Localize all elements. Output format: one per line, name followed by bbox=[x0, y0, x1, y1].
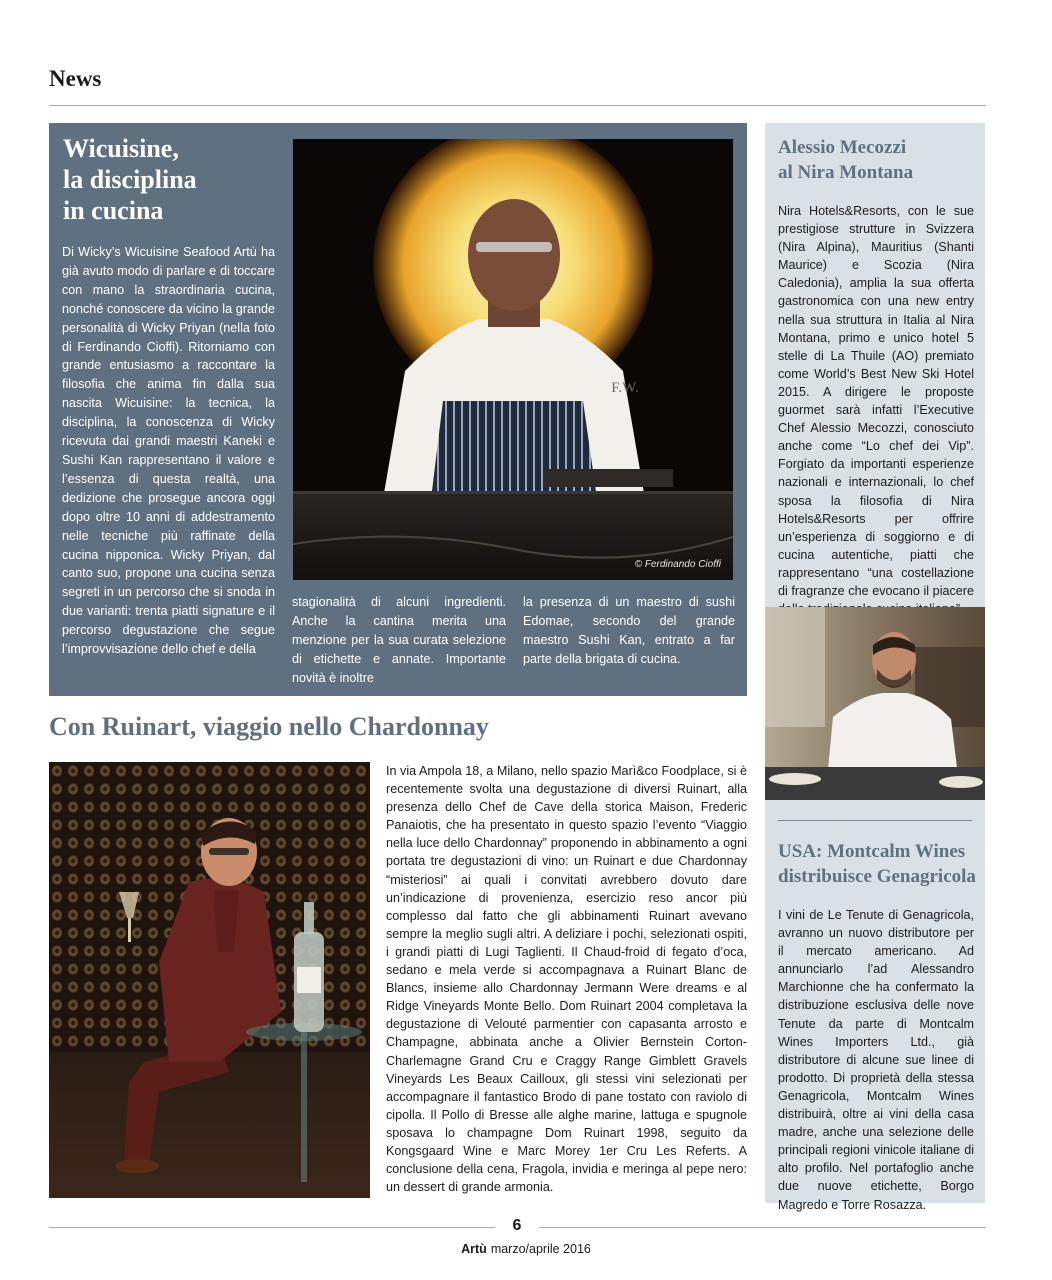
ruinart-article-body: In via Ampola 18, a Milano, nello spazio Marì&co Foodplace, si è recentemente svolta una degustazione di diversi Ruinart, alla presenza dello Chef de Cave della storica Maison, Frederic Panaiotis, che ha presentato in questo spazio l’evento “Viaggio nella luce dello Chardonnay” proponendo in abbinamento a ogni portata tre degustazioni di vino: un Ruinart e due Chardonnay “misteriosi” ai quali i convitati avrebbero dovuto dare un’indicazione di provenienza, esercizio reso ancor più complesso dal fatto che gli abbinamenti Ruinart avevano sempre la meglio sugli altri. A deliziare i pochi, selezionati ospiti, i grandi piatti di Lugi Taglienti. Il Chaud-froid di fegato d’oca, sedano e mela verde si accompagnava a Ruinart Blanc de Blancs, insieme allo Chardonnay Jermann Were dreams e al Ridge Vineyards Monte Bello. Dom Ruinart 2004 completava la degustazione di Velouté parmentier con capasanta arrosto e Champagne, abbinata anche a Olivier Bernstein Corton-Charlemagne Grand Cru e Craggy Range Gimblett Gravels Vineyards Les Beaux Cailloux, gli stessi vini selezionati per accompagnare il fantastico Brodo di pane tostato con raviolo di cipolla. Il Pollo di Bresse alle alghe marine, lattuga e spugnole sposava lo champagne Dom Ruinart 1998, seguito da Kongsgaard Wine e Marc Morey 1er Cru Les Referts. A conclusione della cena, Fragola, invidia e meringa al pepe nero: un dessert di grande armonia. bbox=[386, 764, 747, 1195]
montcalm-title-line-1: USA: Montcalm Wines bbox=[778, 841, 966, 862]
top-divider bbox=[49, 105, 986, 106]
ruinart-article-title: Con Ruinart, viaggio nello Chardonnay bbox=[49, 712, 489, 741]
footer-divider-right bbox=[539, 1227, 986, 1228]
montcalm-article-body: I vini de Le Tenute di Genagricola, avranno un nuovo distributore per il mercato americano. Ad annunciarlo l’ad Alessandro Marchionne che ha confermato la distribuzione esclusiva delle nove Tenute da parte di Montcalm Wines Importers Ltd., già distributore di alcune sue linee di prodotto. Di proprietà della stessa Genagricola, Montcalm Wines distribuirà, oltre ai vini della casa madre, anche una selezione delle principali regioni vinicole italiane di alto profilo. Nel portafoglio anche due nuove etichette, Borgo Magredo e Torre Rosazza. bbox=[778, 908, 974, 1212]
chef-wicky-priyan-photo bbox=[293, 139, 733, 580]
wicuisine-text-column-2: stagionalità di alcuni ingredienti. Anche la cantina merita una menzione per la sua curata selezione di etichette e annate. Importante novità è inoltre bbox=[292, 595, 506, 685]
wicuisine-title-line-1: Wicuisine, bbox=[63, 134, 179, 163]
section-label: News bbox=[49, 66, 102, 91]
montcalm-article-title bbox=[778, 839, 983, 889]
mecozzi-title-line-1: Alessio Mecozzi bbox=[778, 137, 907, 158]
footer-divider-left bbox=[49, 1227, 495, 1228]
frederic-panaiotis-photo bbox=[49, 762, 370, 1198]
mecozzi-title-line-2: al Nira Montana bbox=[778, 162, 914, 183]
footer-publication-line bbox=[0, 1242, 1052, 1256]
page-number: 6 bbox=[512, 1217, 522, 1234]
news-sidebar bbox=[765, 123, 985, 1212]
wicuisine-feature-box bbox=[49, 123, 747, 696]
wicuisine-title bbox=[63, 133, 283, 226]
wicuisine-title-line-2: la disciplina bbox=[63, 165, 197, 194]
mecozzi-article-body: Nira Hotels&Resorts, con le sue prestigiose strutture in Svizzera (Nira Alpina), Mauritius (Shanti Maurice) e Scozia (Nira Caledonia), amplia la sua offerta gastronomica con una new entry nella sua struttura in Italia al Nira Montana, primo e unico hotel 5 stelle di La Thuile (AO) premiato come World’s Best New Ski Hotel 2015. A dirigere le proposte guormet sarà infatti l’Executive Chef Alessio Mecozzi, conosciuto anche come “Lo chef dei Vip”. Forgiato da importanti esperienze nazionali e internazionali, lo chef sposa la filosofia di Nira Hotels&Resorts per offrire un’esperienza di soggiorno e di cucina autentiche, piatti che rappresentano “una costellazione di fragranze che evocano il piacere bbox=[778, 204, 974, 598]
wicuisine-title-line-3: in cucina bbox=[63, 196, 164, 225]
sidebar-divider bbox=[778, 820, 972, 821]
montcalm-title-line-2: distribuisce Genagricola bbox=[778, 866, 976, 887]
photo-credit: © Ferdinando Cioffi bbox=[634, 559, 721, 570]
issue-date: marzo/aprile 2016 bbox=[490, 1242, 591, 1256]
magazine-name: Artù bbox=[461, 1242, 487, 1256]
alessio-mecozzi-photo bbox=[765, 607, 985, 800]
mecozzi-article-title bbox=[778, 135, 978, 185]
wicuisine-text-column-3: la presenza di un maestro di sushi Edomae, secondo del grande maestro Sushi Kan, entrato a far parte della brigata di cucina. bbox=[523, 595, 735, 666]
wicuisine-text-column-1: Di Wicky’s Wicuisine Seafood Artù ha già avuto modo di parlare e di toccare con mano la straordinaria cucina, nonché conoscere da vicino la grande personalità di Wicky Priyan (nella foto di Ferdinando Cioffi). Ritorniamo con grande entusiasmo a raccontare la filosofia che anima fin dalla sua nascita Wicuisine: la tecnica, la disciplina, la conoscenza di Wicky ricevuta dai grandi maestri Kaneki e Sushi Kan rappresentano il valore e l’essenza di questa realtà, una dedizione che prosegue ancora oggi dopo oltre 10 anni di addestramento nelle tecniche più raffinate della cucina nipponica. Wicky Priyan, dal canto suo, propone una cucina senza segreti in un percorso che si snoda in due varianti: trenta piatti signature e il percorso degustazione che segue l’improvvisazione dello chef e della bbox=[62, 245, 275, 657]
jacket-logo: F.W. bbox=[611, 380, 639, 396]
